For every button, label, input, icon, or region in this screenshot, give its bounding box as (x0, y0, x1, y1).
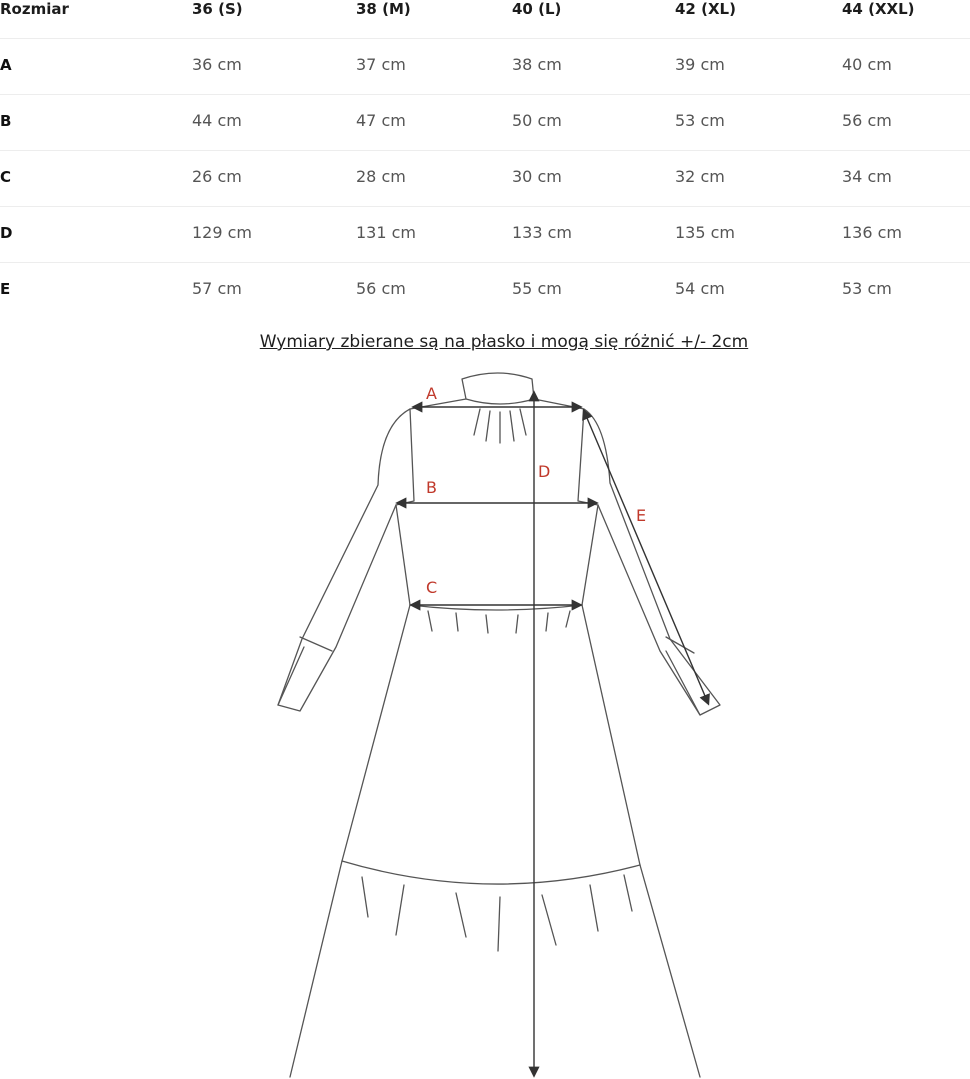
table-row (0, 263, 970, 318)
table-row (0, 39, 970, 95)
yoke-gathers (474, 409, 526, 443)
table-cell: 129 cm (192, 223, 253, 242)
arrow-e (584, 411, 708, 703)
waist-gathers (428, 611, 570, 633)
right-cuff (666, 637, 700, 715)
table-cell: 53 cm (675, 111, 725, 130)
table-cell: 53 cm (842, 279, 892, 298)
table-cell: 32 cm (675, 167, 725, 186)
tier-seam (342, 861, 640, 884)
header-cell: Rozmiar (0, 0, 69, 18)
label-d: D (538, 462, 551, 481)
table-cell: 26 cm (192, 167, 242, 186)
row-label: D (0, 224, 13, 242)
table-cell: 56 cm (842, 111, 892, 130)
table-cell: 28 cm (356, 167, 406, 186)
table-cell: 37 cm (356, 55, 406, 74)
label-b: B (426, 478, 437, 497)
table-cell: 133 cm (512, 223, 573, 242)
dress-measurement-diagram (260, 365, 730, 1079)
table-cell: 47 cm (356, 111, 406, 130)
waist-seam (410, 605, 582, 610)
row-label: C (0, 168, 12, 186)
label-c: C (426, 578, 438, 597)
row-label: A (0, 56, 12, 74)
measurement-note: Wymiary zbierane są na płasko i mogą się różnić +/- 2cm (259, 332, 749, 352)
label-a: A (426, 384, 437, 403)
table-cell: 30 cm (512, 167, 562, 186)
table-cell: 131 cm (356, 223, 417, 242)
header-cell: 44 (XXL) (842, 0, 915, 18)
table-header-row (0, 0, 970, 39)
header-cell: 40 (L) (512, 0, 562, 18)
right-sleeve (584, 409, 720, 715)
label-e: E (636, 506, 647, 525)
skirt-upper (342, 605, 640, 865)
table-cell: 135 cm (675, 223, 736, 242)
skirt-lower (290, 861, 700, 1077)
table-cell: 44 cm (192, 111, 242, 130)
left-sleeve (278, 409, 410, 711)
row-label: E (0, 280, 11, 298)
table-cell: 54 cm (675, 279, 725, 298)
collar-shape (462, 373, 534, 404)
table-cell: 34 cm (842, 167, 892, 186)
row-label: B (0, 112, 12, 130)
header-cell: 38 (M) (356, 0, 411, 18)
size-table (0, 0, 970, 318)
table-row (0, 207, 970, 263)
left-cuff (278, 637, 332, 705)
table-cell: 57 cm (192, 279, 242, 298)
table-cell: 55 cm (512, 279, 562, 298)
table-cell: 56 cm (356, 279, 406, 298)
tier-gathers (362, 875, 632, 951)
table-cell: 39 cm (675, 55, 725, 74)
table-row (0, 151, 970, 207)
header-cell: 42 (XL) (675, 0, 736, 18)
table-cell: 38 cm (512, 55, 562, 74)
measurement-arrows (398, 393, 708, 1075)
dress-outline (278, 373, 720, 1077)
table-cell: 36 cm (192, 55, 242, 74)
table-row (0, 95, 970, 151)
table-cell: 50 cm (512, 111, 562, 130)
header-cell: 36 (S) (192, 0, 243, 18)
table-cell: 40 cm (842, 55, 892, 74)
table-cell: 136 cm (842, 223, 903, 242)
